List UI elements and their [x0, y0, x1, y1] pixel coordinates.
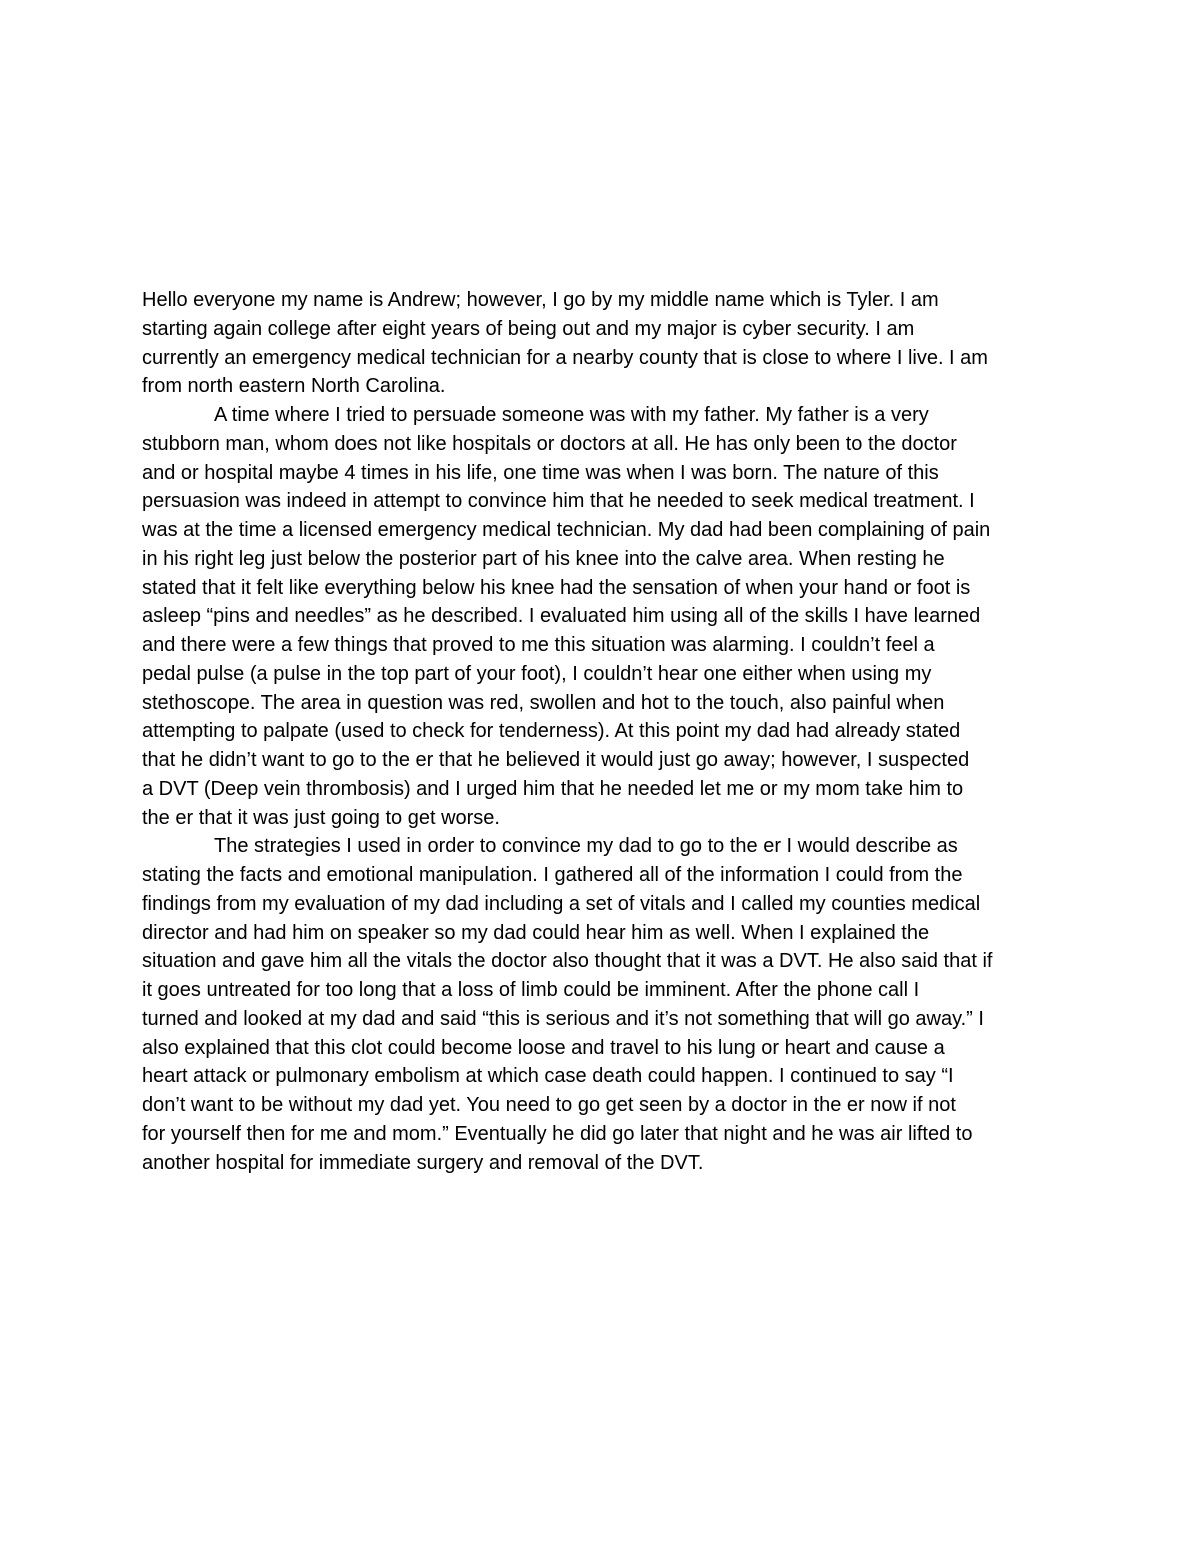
- text-line: it goes untreated for too long that a loss of limb could be imminent. After the phone call I: [142, 979, 920, 1001]
- text-line: also explained that this clot could become loose and travel to his lung or heart and cause a: [142, 1036, 945, 1059]
- text-line: and or hospital maybe 4 times in his life, one time was when I was born. The nature of this: [142, 461, 939, 484]
- text-line: the er that it was just going to get worse.: [142, 806, 500, 829]
- text-line: heart attack or pulmonary embolism at which case death could happen. I continued to say “I: [142, 1065, 954, 1088]
- text-line: another hospital for immediate surgery and removal of the DVT.: [142, 1151, 704, 1174]
- text-line: The strategies I used in order to convince my dad to go to the er I would describe as: [214, 835, 958, 858]
- text-line: stubborn man, whom does not like hospitals or doctors at all. He has only been to the doctor: [142, 432, 957, 455]
- text-line: and there were a few things that proved to me this situation was alarming. I couldn’t feel a: [142, 634, 935, 656]
- text-line: Hello everyone my name is Andrew; however, I go by my middle name which is Tyler. I am: [142, 289, 939, 311]
- text-line: turned and looked at my dad and said “this is serious and it’s not something that will go away.” I: [142, 1007, 984, 1030]
- text-line: a DVT (Deep vein thrombosis) and I urged him that he needed let me or my mom take him to: [142, 777, 964, 800]
- text-line: don’t want to be without my dad yet. You need to go get seen by a doctor in the er now if not: [142, 1094, 956, 1116]
- text-line: stated that it felt like everything below his knee had the sensation of when your hand or foot is: [142, 576, 971, 599]
- text-line: persuasion was indeed in attempt to convince him that he needed to seek medical treatment. I: [142, 490, 975, 513]
- text-line: from north eastern North Carolina.: [142, 375, 446, 398]
- text-line: currently an emergency medical technician for a nearby county that is close to where I live. I am: [142, 346, 988, 369]
- text-line: for yourself then for me and mom.” Eventually he did go later that night and he was air lifted to: [142, 1122, 973, 1145]
- text-line: director and had him on speaker so my dad could hear him as well. When I explained the: [142, 921, 930, 944]
- text-line: A time where I tried to persuade someone was with my father. My father is a very: [214, 404, 929, 426]
- text-line: attempting to palpate (used to check for tenderness). At this point my dad had already stated: [142, 720, 961, 743]
- text-line: was at the time a licensed emergency medical technician. My dad had been complaining of pain: [142, 519, 991, 541]
- text-line: that he didn’t want to go to the er that he believed it would just go away; however, I suspected: [142, 749, 970, 771]
- document-body: [142, 286, 1067, 1177]
- text-line: asleep “pins and needles” as he described. I evaluated him using all of the skills I have learned: [142, 605, 981, 628]
- text-line: in his right leg just below the posterior part of his knee into the calve area. When resting he: [142, 547, 945, 570]
- text-line: situation and gave him all the vitals the doctor also thought that it was a DVT. He also said that if: [142, 950, 993, 973]
- paragraph-introduction: [142, 286, 1067, 401]
- text-line: stethoscope. The area in question was red, swollen and hot to the touch, also painful when: [142, 691, 945, 714]
- paragraph-strategies: [142, 832, 1067, 1177]
- text-line: pedal pulse (a pulse in the top part of your foot), I couldn’t hear one either when using my: [142, 662, 932, 685]
- text-line: starting again college after eight years of being out and my major is cyber security. I am: [142, 317, 915, 340]
- text-line: findings from my evaluation of my dad including a set of vitals and I called my counties medical: [142, 892, 981, 915]
- text-line: stating the facts and emotional manipulation. I gathered all of the information I could from the: [142, 864, 963, 886]
- paragraph-persuasion-story: [142, 401, 1067, 832]
